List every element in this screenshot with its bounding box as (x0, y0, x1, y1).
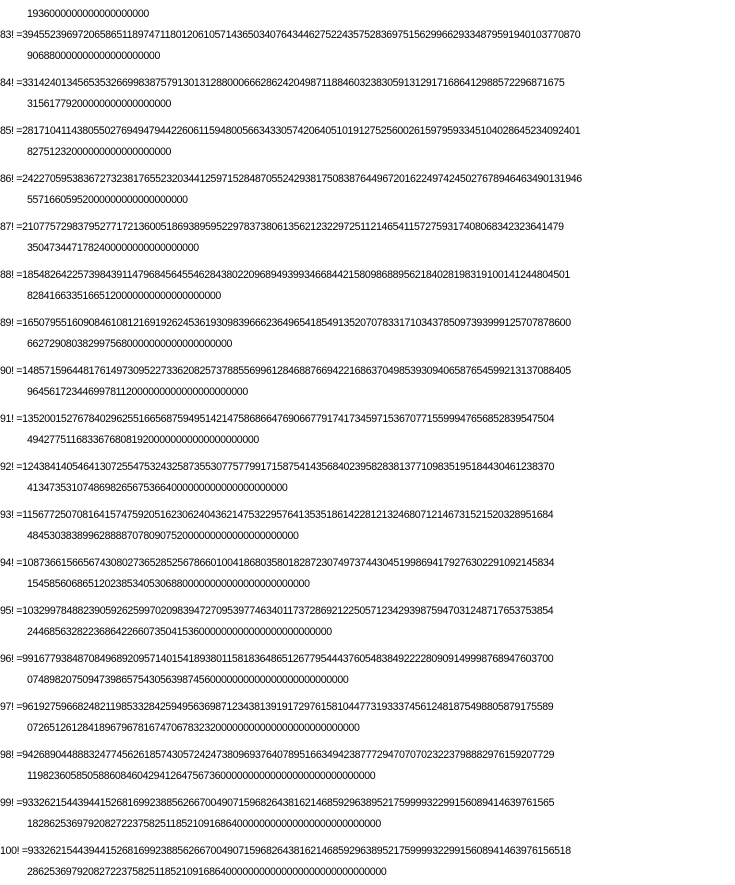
factorial-98-line2: 119823605850588608460429412647567360000000000000000000000000000 (27, 770, 376, 782)
factorial-91-line2: 494277511683367680819200000000000000000000 (27, 434, 259, 446)
factorial-86-line2: 55716605952000000000000000000 (27, 194, 188, 206)
factorial-85-line1: 85! =28171041143805502769494794422606115948005663433057420640510191275256002615979593345104028645234092401 (0, 125, 581, 137)
factorial-99-line1: 99! =933262154439441526816992388562667004907159682643816214685929638952175999932299156089414639761565 (0, 797, 555, 809)
factorial-87-line1: 87! =21077572983795277172136005186938959522978373806135621232297251121465411572759317408068342323641479 (0, 221, 564, 233)
factorial-88-line2: 82841663351665120000000000000000000 (27, 290, 221, 302)
factorial-98-line1: 98! =942689044888324774562618574305724247380969376407895166349423877729470707023223798882976159207729 (0, 749, 555, 761)
factorial-87-line2: 3504734471782400000000000000000 (27, 242, 199, 254)
factorial-84-line1: 84! =33142401345653532669983875791301312880006662862420498711884603238305913129171686412988572296871675 (0, 77, 565, 89)
factorial-88-line1: 88! =185482642257398439114796845645546284380220968949399346684421580986889562184028198319100141244804501 (0, 269, 570, 281)
factorial-94-line1: 94! =108736615665674308027365285256786601004186803580182872307497374430451998694179276302291092145834 (0, 557, 555, 569)
factorial-95-line1: 95! =103299784882390592625997020983947270953977463401173728692122505712342939875947031248717653753854 (0, 605, 554, 617)
factorial-83-line2: 906880000000000000000000 (27, 50, 161, 62)
factorial-84-line2: 31561779200000000000000000 (27, 98, 172, 110)
factorial-97-line2: 072651261284189679678167470678323200000000000000000000000000 (27, 722, 360, 734)
factorial-86-line1: 86! =24227059538367273238176552320344125971528487055242938175083876449672016224974245027678946463490131946 (0, 173, 582, 185)
factorial-95-line2: 2446856328223686422660735041536000000000000000000000000 (27, 626, 332, 638)
factorial-93-line2: 4845303838996288887078090752000000000000000000000 (27, 530, 299, 542)
factorial-83-line1: 83! =39455239697206586511897471180120610571436503407643446275224357528369751562996629334879591940103770870 (0, 29, 581, 41)
factorial-89-line1: 89! =165079551609084610812169192624536193098396662364965418549135207078331710343785097393999125707878600 (0, 317, 571, 329)
factorial-100-line1: 100! =93326215443944152681699238856266700490715968264381621468592963895217599993229915608941463976156518 (0, 845, 571, 857)
factorial-90-line2: 9645617234469978112000000000000000000000 (27, 386, 248, 398)
factorial-100-line2: 28625369792082722375825118521091686400000000000000000000000000000 (27, 866, 387, 878)
factorial-96-line2: 0748982075094739865754305639874560000000000000000000000000 (27, 674, 349, 686)
factorial-96-line1: 96! =991677938487084968920957140154189380115818364865126779544437605483849222280909149998768947603700 (0, 653, 554, 665)
factorial-92-line1: 92! =124384140546413072554753243258735530775779917158754143568402395828381377109835195184430461238370 (0, 461, 555, 473)
factorial-85-line2: 82751232000000000000000000 (27, 146, 172, 158)
factorial-89-line2: 6627290803829975680000000000000000000 (27, 338, 233, 350)
factorial-90-line1: 90! =148571596448176149730952273362082573788556996128468876694221686370498539309406587654599213137088405 (0, 365, 571, 377)
factorial-91-line1: 91! =135200152767840296255166568759495142147586866476906677917417345971536707715599947656852839547504 (0, 413, 555, 425)
factorial-99-line2: 1828625369792082722375825118521091686400000000000000000000000000 (27, 818, 381, 830)
factorial-97-line1: 97! =961927596682482119853328425949563698712343813919172976158104477319333745612481875498805879175589 (0, 701, 554, 713)
factorial-92-line2: 41347353107486982656753664000000000000000000000 (27, 482, 288, 494)
top-continuation-line: 1936000000000000000000 (27, 8, 149, 20)
factorial-94-line2: 154585606865120238534053068800000000000000000000000 (27, 578, 310, 590)
factorial-93-line1: 93! =115677250708164157475920516230624043621475322957641353518614228121324680712146731521520328951684 (0, 509, 554, 521)
